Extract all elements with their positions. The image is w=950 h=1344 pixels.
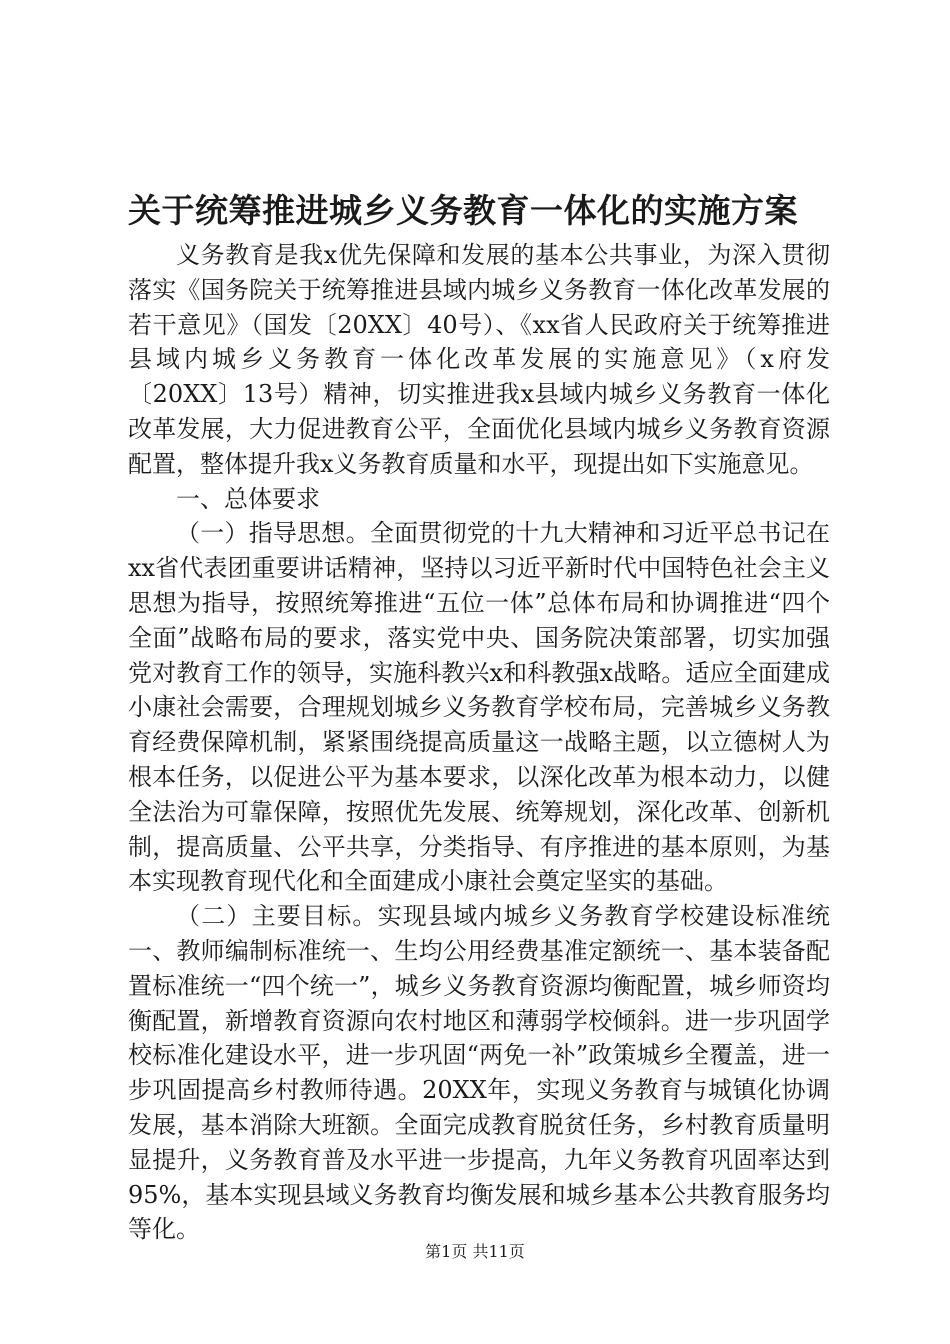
page-indicator: 第1页 共11页 — [425, 1242, 525, 1261]
section-heading: 一、总体要求 — [176, 484, 320, 513]
guiding-ideology-paragraph: （一）指导思想。全面贯彻党的十九大精神和习近平总书记在xx省代表团重要讲话精神，坚持以习近平新时代中国特色社会主义思想为指导，按照统筹推进“五位一体”总体布局和协调推进“四个全面”战略布局的要求，落实党中央、国务院决策部署，切实加强党对教育工作的领导，实施科教兴x和科教强x战略。适应全面建成小康社会需要，合理规划城乡义务教育学校布局，完善城乡义务教育经费保障机制，紧紧围绕提高质量这一战略主题，以立德树人为根本任务，以促进公平为基本要求，以深化改革为根本动力，以健全法治为可靠保障，按照优先发展、统筹规划，深化改革、创新机制，提高质量、公平共享，分类指导、有序推进的基本原则，为基本实现教育现代化和全面建成小康社会奠定坚实的基础。 — [128, 519, 830, 896]
document-body — [128, 238, 830, 1247]
intro-paragraph: 义务教育是我x优先保障和发展的基本公共事业，为深入贯彻落实《国务院关于统筹推进县域内城乡义务教育一体化改革发展的若干意见》（国发〔20XX〕40号）、《xx省人民政府关于统筹推进县域内城乡义务教育一体化改革发展的实施意见》（x府发〔20XX〕13号）精神，切实推进我x县域内城乡义务教育一体化改革发展，大力促进教育公平，全面优化县域内城乡义务教育资源配置，整体提升我x义务教育质量和水平，现提出如下实施意见。 — [128, 241, 830, 478]
document-title: 关于统筹推进城乡义务教育一体化的实施方案 — [128, 191, 798, 230]
main-goals-paragraph: （二）主要目标。实现县域内城乡义务教育学校建设标准统一、教师编制标准统一、生均公用经费基准定额统一、基本装备配置标准统一“四个统一”，城乡义务教育资源均衡配置，城乡师资均衡配置，新增教育资源向农村地区和薄弱学校倾斜。进一步巩固学校标准化建设水平，进一步巩固“两免一补”政策城乡全覆盖，进一步巩固提高乡村教师待遇。20XX年，实现义务教育与城镇化协调发展，基本消除大班额。全面完成教育脱贫任务，乡村教育质量明显提升，义务教育普及水平进一步提高，九年义务教育巩固率达到95%，基本实现县域义务教育均衡发展和城乡基本公共教育服务均等化。 — [128, 902, 830, 1244]
